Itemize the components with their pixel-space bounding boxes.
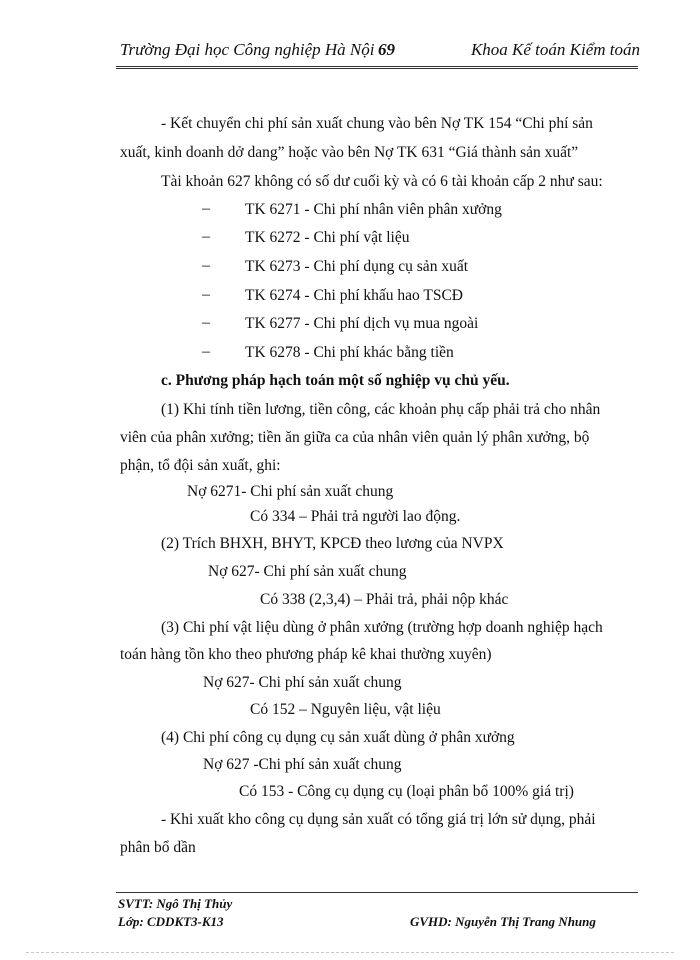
paragraph-line: Tài khoản 627 không có số dư cuối kỳ và có 6 tài khoản cấp 2 như sau: (161, 173, 603, 190)
list-dash: – (202, 200, 210, 217)
page-header (120, 40, 640, 64)
journal-debit: Nợ 627- Chi phí sản xuất chung (208, 563, 407, 580)
paragraph-line: (3) Chi phí vật liệu dùng ở phân xưởng (trường hợp doanh nghiệp hạch (161, 619, 603, 636)
header-page-number: 69 (378, 40, 395, 59)
account-item: TK 6274 - Chi phí khấu hao TSCĐ (245, 287, 463, 304)
list-dash: – (202, 228, 210, 245)
paragraph-line: toán hàng tồn kho theo phương pháp kê khai thường xuyên) (120, 646, 492, 663)
footer-class: Lớp: CDDKT3-K13 (118, 914, 224, 929)
paragraph-line: viên của phân xưởng; tiền ăn giữa ca của nhân viên quản lý phân xưởng, bộ (120, 429, 590, 446)
paragraph-line: (2) Trích BHXH, BHYT, KPCĐ theo lương của NVPX (161, 535, 504, 552)
account-item: TK 6273 - Chi phí dụng cụ sản xuất (245, 258, 469, 275)
journal-credit: Có 338 (2,3,4) – Phải trả, phải nộp khác (260, 591, 509, 608)
journal-credit: Có 153 - Công cụ dụng cụ (loại phân bổ 100% giá trị) (239, 783, 574, 800)
account-item: TK 6278 - Chi phí khác bằng tiền (245, 344, 454, 361)
header-university: Trường Đại học Công nghiệp Hà Nội (120, 40, 375, 59)
header-faculty: Khoa Kế toán Kiểm toán (470, 40, 640, 59)
list-dash: – (202, 343, 210, 360)
journal-debit: Nợ 627 -Chi phí sản xuất chung (203, 756, 402, 773)
journal-credit: Có 334 – Phải trả người lao động. (250, 508, 461, 525)
journal-debit: Nợ 627- Chi phí sản xuất chung (203, 674, 402, 691)
paragraph-line: - Kết chuyển chi phí sản xuất chung vào bên Nợ TK 154 “Chi phí sản (161, 115, 593, 132)
header-divider (116, 66, 638, 69)
paragraph-line: - Khi xuất kho công cụ dụng sản xuất có tổng giá trị lớn sử dụng, phải (161, 811, 596, 828)
section-heading: c. Phương pháp hạch toán một số nghiệp vụ chủ yếu. (161, 372, 510, 389)
account-item: TK 6272 - Chi phí vật liệu (245, 229, 410, 246)
account-item: TK 6277 - Chi phí dịch vụ mua ngoài (245, 315, 479, 332)
paragraph-line: (4) Chi phí công cụ dụng cụ sản xuất dùng ở phân xưởng (161, 729, 515, 746)
footer-advisor: GVHD: Nguyễn Thị Trang Nhung (410, 914, 596, 929)
account-item: TK 6271 - Chi phí nhân viên phân xưởng (245, 201, 502, 218)
list-dash: – (202, 257, 210, 274)
paragraph-line: phân bổ dần (120, 839, 196, 856)
footer-class-row (118, 914, 638, 930)
list-dash: – (202, 314, 210, 331)
footer-student-name: SVTT: Ngô Thị Thủy (118, 896, 233, 911)
journal-debit: Nợ 6271- Chi phí sản xuất chung (187, 483, 394, 500)
journal-credit: Có 152 – Nguyên liệu, vật liệu (250, 701, 441, 718)
page-bottom-border (26, 952, 674, 953)
footer-divider (116, 892, 638, 893)
paragraph-line: (1) Khi tính tiền lương, tiền công, các khoản phụ cấp phải trả cho nhân (161, 401, 601, 418)
paragraph-line: xuất, kinh doanh dở dang” hoặc vào bên Nợ TK 631 “Giá thành sản xuất” (120, 144, 579, 161)
footer-student (118, 896, 638, 912)
list-dash: – (202, 286, 210, 303)
paragraph-line: phận, tổ đội sản xuất, ghi: (120, 457, 281, 474)
